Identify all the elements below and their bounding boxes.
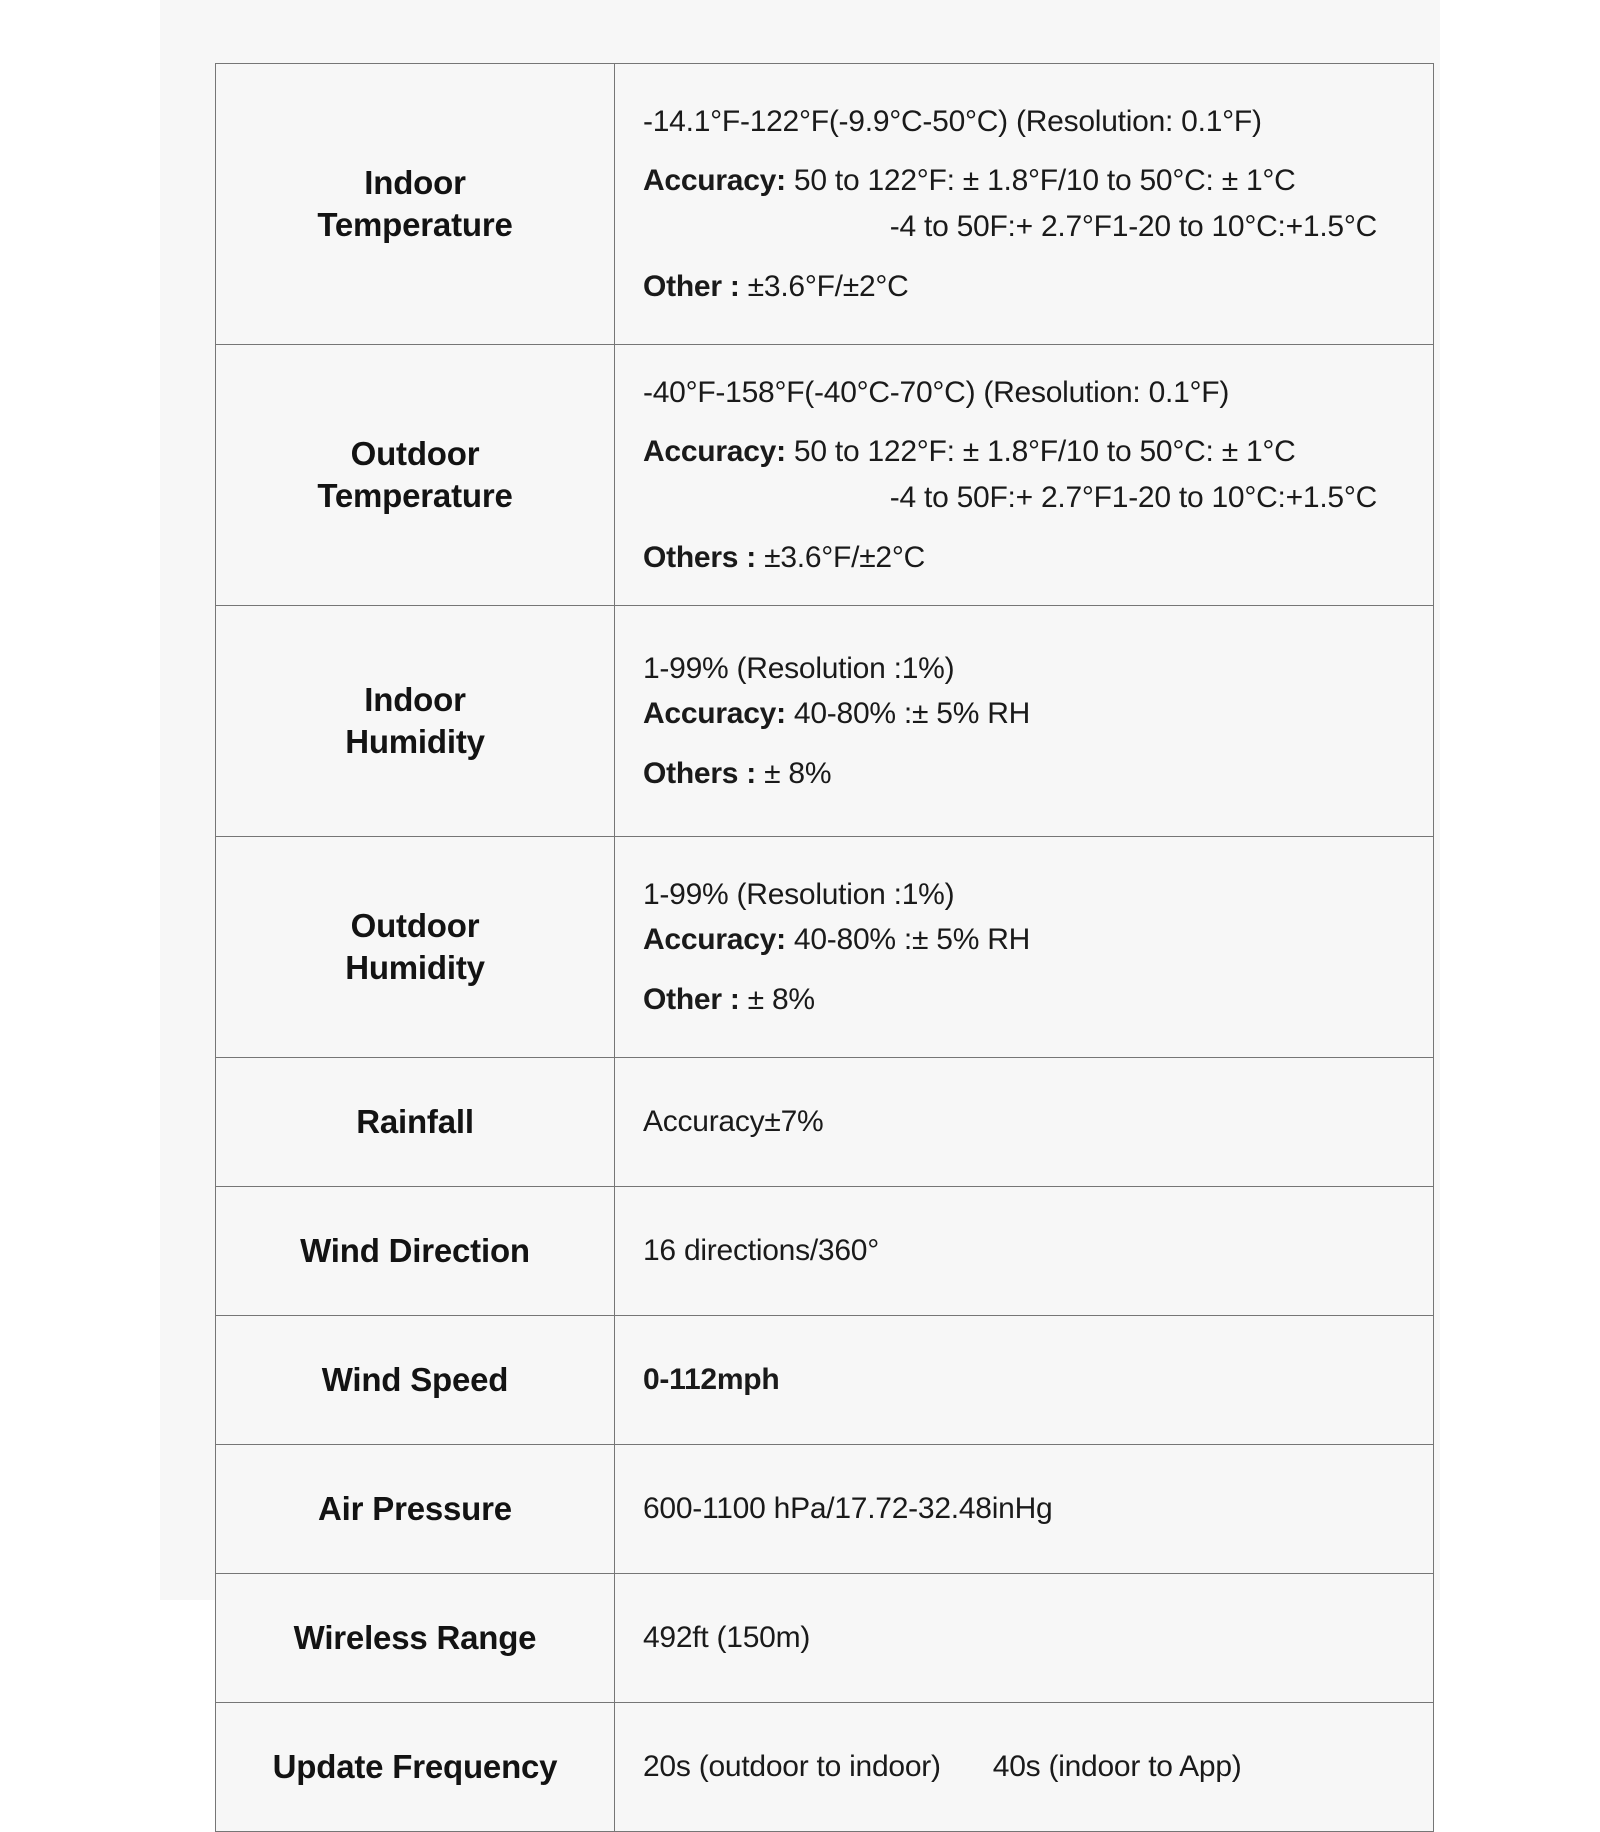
value-text: 16 directions/360° <box>643 1234 879 1268</box>
other-value: ±3.6°F/±2°C <box>756 540 926 574</box>
specification-table <box>215 63 1434 1832</box>
row-label-indoor-temperature <box>216 64 615 345</box>
table-row-outdoor-temperature <box>216 345 1434 606</box>
row-value-wind-speed <box>615 1316 1434 1445</box>
value-other-line <box>643 264 1433 310</box>
table-row-indoor-humidity <box>216 606 1434 837</box>
other-label: Others : <box>643 756 757 790</box>
row-label-outdoor-temperature <box>216 345 615 606</box>
row-label-rainfall: Rainfall <box>216 1058 615 1187</box>
label-line-1: Indoor <box>364 680 466 718</box>
value-accuracy-line-2: -4 to 50F:+ 2.7°F1-20 to 10°C:+1.5°C <box>889 481 1377 514</box>
value-part-indoor-to-app: 40s (indoor to App) <box>992 1750 1242 1784</box>
value-part-outdoor-to-indoor: 20s (outdoor to indoor) <box>643 1750 941 1784</box>
row-label-wind-direction: Wind Direction <box>216 1187 615 1316</box>
value-text: 600-1100 hPa/17.72-32.48inHg <box>643 1492 1053 1526</box>
label-line-2: Temperature <box>317 206 513 243</box>
row-value-update-frequency <box>615 1703 1434 1832</box>
row-label-indoor-humidity <box>216 606 615 837</box>
value-text: 0-112mph <box>643 1363 780 1397</box>
other-label: Other : <box>643 269 740 303</box>
accuracy-value: 50 to 122°F: ± 1.8°F/10 to 50°C: ± 1°C <box>785 435 1296 469</box>
value-text: Accuracy±7% <box>643 1105 824 1139</box>
value-other-line <box>643 977 1433 1023</box>
table-row-indoor-temperature <box>216 64 1434 345</box>
label-line-2: Temperature <box>317 477 513 514</box>
value-text <box>643 1744 1433 1790</box>
table-row-update-frequency <box>216 1703 1434 1832</box>
accuracy-label: Accuracy: <box>643 435 786 469</box>
value-other-line <box>643 535 1433 581</box>
row-value-wireless-range <box>615 1574 1434 1703</box>
accuracy-value: 50 to 122°F: ± 1.8°F/10 to 50°C: ± 1°C <box>785 164 1296 198</box>
value-accuracy-line <box>643 429 1433 475</box>
accuracy-label: Accuracy: <box>643 164 786 198</box>
label-line-1: Indoor <box>364 163 466 201</box>
label-line-1: Outdoor <box>350 906 480 944</box>
value-range-line: 1-99% (Resolution :1%) <box>643 651 955 685</box>
row-label-update-frequency: Update Frequency <box>216 1703 615 1832</box>
row-value-rainfall <box>615 1058 1434 1187</box>
row-label-air-pressure: Air Pressure <box>216 1445 615 1574</box>
row-value-wind-direction <box>615 1187 1434 1316</box>
accuracy-label: Accuracy: <box>643 923 786 957</box>
row-value-outdoor-humidity <box>615 837 1434 1058</box>
value-accuracy-line <box>643 917 1433 963</box>
row-value-outdoor-temperature <box>615 345 1434 606</box>
value-accuracy-line <box>643 158 1433 204</box>
table-row-rainfall <box>216 1058 1434 1187</box>
value-accuracy-line <box>643 691 1433 737</box>
row-value-indoor-humidity <box>615 606 1434 837</box>
label-line-2: Humidity <box>345 949 485 986</box>
table-row-wireless-range <box>216 1574 1434 1703</box>
row-value-indoor-temperature <box>615 64 1434 345</box>
label-line-2: Humidity <box>345 723 485 760</box>
table-row-wind-direction <box>216 1187 1434 1316</box>
other-label: Others : <box>643 540 757 574</box>
label-line-1: Outdoor <box>350 434 480 472</box>
row-label-outdoor-humidity <box>216 837 615 1058</box>
table-row-wind-speed <box>216 1316 1434 1445</box>
value-other-line <box>643 751 1433 797</box>
accuracy-value: 40-80% :± 5% RH <box>785 697 1031 731</box>
other-value: ± 8% <box>739 982 815 1016</box>
row-value-air-pressure <box>615 1445 1434 1574</box>
row-label-wireless-range: Wireless Range <box>216 1574 615 1703</box>
value-range-line: -14.1°F-122°F(-9.9°C-50°C) (Resolution: 0.1°F) <box>643 104 1262 138</box>
table-row-outdoor-humidity <box>216 837 1434 1058</box>
value-range-line: -40°F-158°F(-40°C-70°C) (Resolution: 0.1°F) <box>643 375 1230 409</box>
other-value: ±3.6°F/±2°C <box>739 269 909 303</box>
table-row-air-pressure <box>216 1445 1434 1574</box>
value-text: 492ft (150m) <box>643 1621 811 1655</box>
specification-table-container <box>215 63 1385 1832</box>
other-label: Other : <box>643 982 740 1016</box>
value-accuracy-line-2: -4 to 50F:+ 2.7°F1-20 to 10°C:+1.5°C <box>889 210 1377 243</box>
other-value: ± 8% <box>756 756 832 790</box>
accuracy-label: Accuracy: <box>643 697 786 731</box>
row-label-wind-speed: Wind Speed <box>216 1316 615 1445</box>
accuracy-value: 40-80% :± 5% RH <box>785 923 1031 957</box>
value-range-line: 1-99% (Resolution :1%) <box>643 877 955 911</box>
